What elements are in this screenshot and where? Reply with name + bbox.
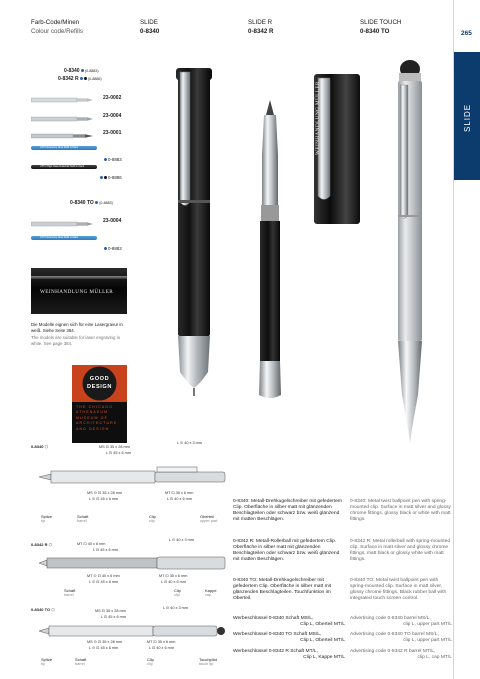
good-design-badge <box>72 365 127 402</box>
drawing-3-label-3: Touchpilot touch tip <box>199 657 218 666</box>
desc-p2-de: 0-8342 R: Metall-Rollerball mit gefedertem Clip. Oberfläche in silber matt mit glänzenden Beschlagteilen oder schwarz bzw. weiß glänzend mit matten Beschlägen. <box>233 539 340 563</box>
drawing-1-l-top: L ⊡ 45 x 6 mm <box>106 451 131 455</box>
refill-code-3: 0-8340 TO (0-8883) <box>70 200 113 206</box>
pen-slide-black-logo-image <box>300 60 370 230</box>
drawing-3-l-mid: L ⊙ ⊡ 45 x 6 mm <box>89 646 119 650</box>
chicago-athenaeum-badge <box>72 402 127 443</box>
refill-item-7: 0-8883 <box>104 246 122 251</box>
header-col1-en: Colour code/Refills <box>31 28 83 35</box>
drawing-1-label-3: Oberteil upper part <box>200 514 218 523</box>
engraving-sample <box>31 268 127 314</box>
sidebar-tab <box>454 52 480 180</box>
advertising-code-3-en: Advertising code 0-8342 R barrel MT/L, clip L, cap MT/L <box>350 649 452 661</box>
refill-item-5: 0-8886 <box>100 175 122 180</box>
refill-code-2: 0-8342 R (0-8886) <box>58 76 102 82</box>
header-col1-de: Farb-Code/Minen <box>31 19 80 26</box>
advertising-code-1-de: Werbeschlüssel 0-8340 Schaft MS/L, Clip L, Oberteil MT/L <box>233 616 345 628</box>
desc-p3-en: 0-8340 TO: Metal twist ballpoint pen with spring-mounted clip. Surface in matt silver, glossy chrome fittings. Black rubber ball with integrated touch screen control. <box>350 578 447 602</box>
header-col2-code: 0-8340 <box>140 28 160 35</box>
chicago-athenaeum-caption: THE CHICAGO ATHENAEUM MUSEUM OF ARCHITECTURE AND DESIGN <box>76 405 118 431</box>
refill-image-1 <box>31 92 93 102</box>
drawing-2-l-circle: L ⊙ 40 x 3 mm <box>169 538 194 542</box>
drawing-3-l-circle: L ⊙ 40 x 3 mm <box>163 606 188 610</box>
engraving-highlight <box>31 276 127 279</box>
drawing-3-l-top: L ⊡ 45 x 6 mm <box>101 615 126 619</box>
refill-image-3 <box>31 128 93 138</box>
engraving-logo-text: WEINHANDLUNG MÜLLER <box>40 289 114 295</box>
drawing-2-label-1: Clip clip <box>174 588 181 597</box>
advertising-code-1-en: Advertising code 0-8340 barrel MS/L, clip L, upper part MT/L <box>350 616 452 628</box>
good-design-line1: GOOD <box>89 376 110 382</box>
refill-image-4: UTTO Economy Glow Refill in black <box>31 146 97 150</box>
drawing-1-code: 0-8340 ⬡ <box>31 444 49 449</box>
drawing-3-l-right: L ⊡ 40 x 6 mm <box>149 646 174 650</box>
page-number: 265 <box>461 30 472 37</box>
drawing-2-label-0: Schaft barrel <box>64 588 76 597</box>
pen-slide-touch-image <box>388 55 438 450</box>
drawing-2-l-right: L ⊡ 40 x 6 mm <box>161 580 186 584</box>
drawing-3-mt-right: MT ⊡ 35 x 6 mm <box>147 640 176 644</box>
pen-slide-r-image <box>250 95 290 405</box>
header-col2-name: SLIDE <box>140 19 158 26</box>
drawing-1-label-1: Schaft barrel <box>77 514 89 523</box>
refill-item-1: 23-0002 <box>103 95 122 101</box>
drawing-1-ms-top: MS ⊡ 35 x 28 mm <box>99 445 130 449</box>
refill-item-3: 23-0001 <box>103 130 122 136</box>
drawing-1-l-circle: L ⊙ 40 x 3 mm <box>177 441 202 445</box>
refill-image-6 <box>31 216 93 226</box>
pen-slide-image <box>164 60 224 405</box>
refill-item-4: 0-8883 <box>104 157 122 162</box>
pen-logo-engraving: WEINHANDLUNG MÜLLER <box>315 81 321 155</box>
drawing-3 <box>31 605 231 675</box>
refill-item-6: 23-0004 <box>103 218 122 224</box>
good-design-line2: DESIGN <box>86 384 113 390</box>
drawing-2-l-mid: L ⊙ ⊡ 45 x 6 mm <box>89 580 119 584</box>
sidebar-label: SLIDE <box>463 103 472 132</box>
drawing-1 <box>31 441 231 526</box>
desc-p2-en: 0-8342 R: Metal rollerball with spring-mounted clip. Surface in matt silver and glossy chrome fittings, matt black or glossy white with matt fittings. <box>350 539 451 563</box>
header-col3-name: SLIDE R <box>248 19 273 26</box>
refill-image-2 <box>31 111 93 121</box>
drawing-2-l-top: L ⊡ 45 x 6 mm <box>93 548 118 552</box>
drawing-3-pen <box>37 621 227 641</box>
drawing-1-pen <box>37 460 227 494</box>
engraving-en: The models are suitable for laser engraving in white. See page 384. <box>31 335 121 346</box>
drawing-2-ms-top: MT ⊡ 40 x 6 mm <box>77 542 106 546</box>
drawing-1-l-right: L ⊡ 40 x 6 mm <box>167 497 192 501</box>
drawing-2-label-2: Kappe cap <box>205 588 217 597</box>
header-col3-code: 0-8342 R <box>248 28 274 35</box>
desc-p1-en: 0-8340: Metal twist ballpoint pen with spring-mounted clip. Surface in matt silver and glossy chrome fittings, glossy black or white with matt fittings. <box>350 499 451 523</box>
drawing-2-mt-right: MT ⊡ 35 x 6 mm <box>159 574 188 578</box>
drawing-3-ms-mid: MS ⊙ ⊡ 35 x 28 mm <box>87 640 123 644</box>
desc-p3-de: 0-8340 TO: Metall-Drehkugelschreiber mit gefedertem Clip. Oberfläche in silber matt mit glänzenden Beschlagteilen. Touchfunktion im Oberteil. <box>233 578 332 602</box>
drawing-3-label-1: Schaft barrel <box>75 657 87 666</box>
advertising-code-2-de: Werbeschlüssel 0-8340 TO Schaft MS/L, Clip L, Oberteil MT/L <box>233 632 345 644</box>
refill-item-2: 23-0004 <box>103 113 122 119</box>
drawing-2-code: 0-8342 R ⬡ <box>31 542 53 547</box>
advertising-code-2-en: Advertising code 0-8340 TO barrel MS/L, clip L, upper part MT/L <box>350 632 452 644</box>
drawing-1-mt-right: MT ⊡ 35 x 6 mm <box>165 491 194 495</box>
drawing-2-ms-mid: MT ⊙ ⊡ 40 x 6 mm <box>87 574 120 578</box>
drawing-3-label-2: Clip clip <box>147 657 154 666</box>
drawing-3-ms-top: MS ⊡ 35 x 28 mm <box>95 609 126 613</box>
drawing-2 <box>31 537 231 603</box>
advertising-code-3-de: Werbeschlüssel 0-8342 R Schaft MT/L, Clip L, Kappe MT/L <box>233 649 345 661</box>
drawing-3-label-0: Spitze tip <box>41 657 53 666</box>
desc-p1-de: 0-8340: Metall-Drehkugelschreiber mit gefedertem Clip. Oberfläche in silber matt mit glänzenden Beschlagteilen oder schwarz bzw. weiß glänzend mit matten Beschlägen. <box>233 499 343 523</box>
engraving-de: Die Modelle eignen sich für eine Lasergravur in weiß. Siehe Seite 384. <box>31 322 123 333</box>
drawing-1-ms-mid: MS ⊙ ⊡ 35 x 28 mm <box>87 491 123 495</box>
refill-image-7: UTTO Economy Glow Refill in black <box>31 236 97 240</box>
drawing-1-label-2: Clip clip <box>149 514 156 523</box>
header-col4-code: 0-8340 TO <box>360 28 390 35</box>
drawing-1-l-mid: L ⊙ ⊡ 45 x 6 mm <box>89 497 119 501</box>
drawing-2-pen <box>37 553 227 573</box>
drawing-3-code: 0-8340 TO ⬡ <box>31 607 55 612</box>
header-col4-name: SLIDE TOUCH <box>360 19 402 26</box>
refill-code-1: 0-8340 (0-8883) <box>64 68 99 74</box>
refill-image-5: UTTO High Class Rollerball Refill in black <box>31 165 97 169</box>
drawing-1-label-0: Spitze tip <box>41 514 53 523</box>
